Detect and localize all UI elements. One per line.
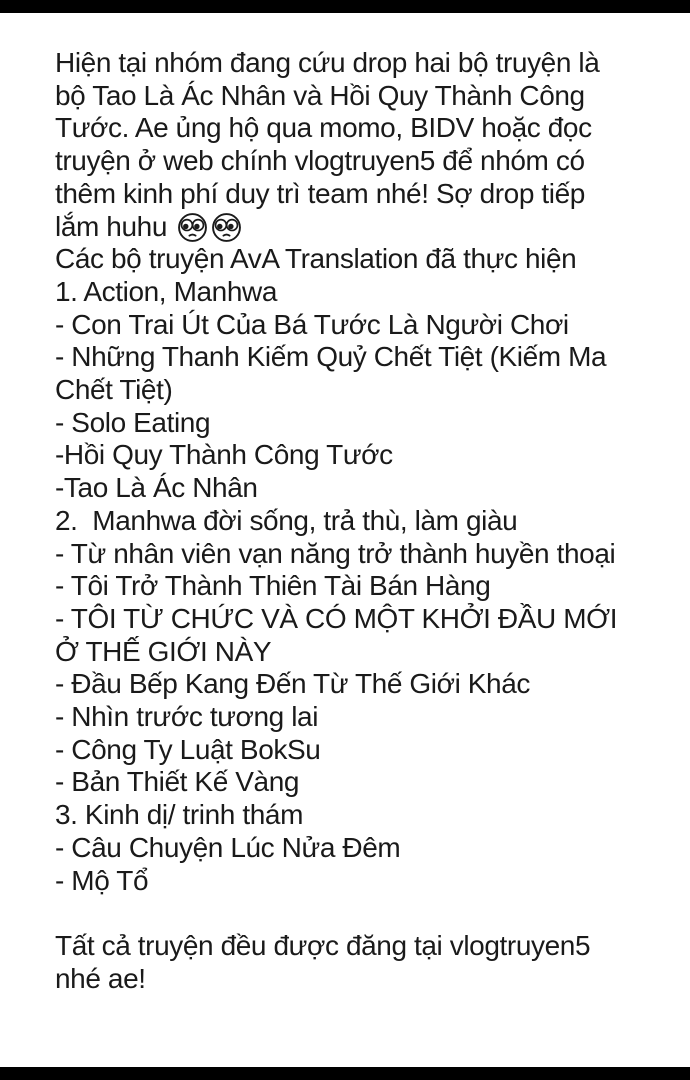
text-line-content: - Những Thanh Kiếm Quỷ Chết Tiệt (Kiếm Ma (55, 341, 607, 373)
text-line-content: - Bản Thiết Kế Vàng (55, 766, 300, 798)
text-line-content: 3. Kinh dị/ trinh thám (55, 799, 303, 831)
text-line-content: truyện ở web chính vlogtruyen5 để nhóm có (55, 145, 585, 177)
text-line-content: Ở THẾ GIỚI NÀY (55, 635, 272, 667)
text-line-content: Hiện tại nhóm đang cứu drop hai bộ truyện là (55, 47, 600, 78)
text-line (55, 570, 662, 603)
text-line (55, 407, 662, 440)
text-line-content: - Công Ty Luật BokSu (55, 733, 321, 765)
text-line (55, 145, 662, 178)
text-line (55, 538, 662, 571)
text-line-content: 2. Manhwa đời sống, trả thù, làm giàu (55, 504, 518, 536)
text-line-content: Các bộ truyện AvA Translation đã thực hiện (55, 243, 577, 275)
text-line (55, 832, 662, 865)
text-line-content: bộ Tao Là Ác Nhân và Hồi Quy Thành Công (55, 79, 585, 111)
text-line (55, 636, 662, 669)
text-line (55, 668, 662, 701)
text-line (55, 897, 662, 930)
text-line (55, 766, 662, 799)
text-line-content (55, 897, 62, 928)
text-line (55, 341, 662, 374)
text-line-content: thêm kinh phí duy trì team nhé! Sợ drop tiếp (55, 177, 585, 209)
text-line (55, 112, 662, 145)
text-line (55, 505, 662, 538)
text-line (55, 309, 662, 342)
text-line-content: 1. Action, Manhwa (55, 275, 277, 307)
pleading-face-icon (211, 212, 242, 243)
text-line (55, 178, 662, 211)
text-line (55, 374, 662, 407)
text-line-content: - Từ nhân viên vạn năng trở thành huyền thoại (55, 537, 616, 569)
text-line (55, 439, 662, 472)
text-line-content: - Tôi Trở Thành Thiên Tài Bán Hàng (55, 570, 491, 602)
text-line-content: - Mộ Tổ (55, 864, 149, 896)
text-line (55, 963, 662, 996)
text-line-content: -Tao Là Ác Nhân (55, 472, 258, 504)
text-line-content: -Hồi Quy Thành Công Tước (55, 439, 393, 471)
text-line (55, 211, 662, 244)
text-line (55, 930, 662, 963)
text-line-content: nhé ae! (55, 962, 146, 994)
pleading-face-icon (177, 212, 208, 243)
text-line (55, 701, 662, 734)
text-line-content: - Con Trai Út Của Bá Tước Là Người Chơi (55, 308, 569, 340)
text-line-content: Tước. Ae ủng hộ qua momo, BIDV hoặc đọc (55, 112, 592, 144)
text-line-content: Tất cả truyện đều được đăng tại vlogtruyen5 (55, 929, 591, 961)
text-line (55, 865, 662, 898)
text-line (55, 47, 662, 80)
text-line (55, 276, 662, 309)
text-line-content: - Câu Chuyện Lúc Nửa Đêm (55, 831, 401, 863)
text-line (55, 472, 662, 505)
panel-border-bottom (0, 1067, 690, 1080)
text-line (55, 799, 662, 832)
text-line-content: lắm huhu (55, 210, 175, 242)
text-line-content: - Solo Eating (55, 406, 211, 438)
text-line (55, 734, 662, 767)
text-line (55, 243, 662, 276)
text-line-content: - Nhìn trước tương lai (55, 701, 319, 733)
text-line-content: Chết Tiệt) (55, 374, 173, 406)
text-line-content: - TÔI TỪ CHỨC VÀ CÓ MỘT KHỞI ĐẦU MỚI (55, 602, 618, 634)
text-line-content: - Đầu Bếp Kang Đến Từ Thế Giới Khác (55, 668, 530, 700)
text-line (55, 80, 662, 113)
text-line (55, 603, 662, 636)
